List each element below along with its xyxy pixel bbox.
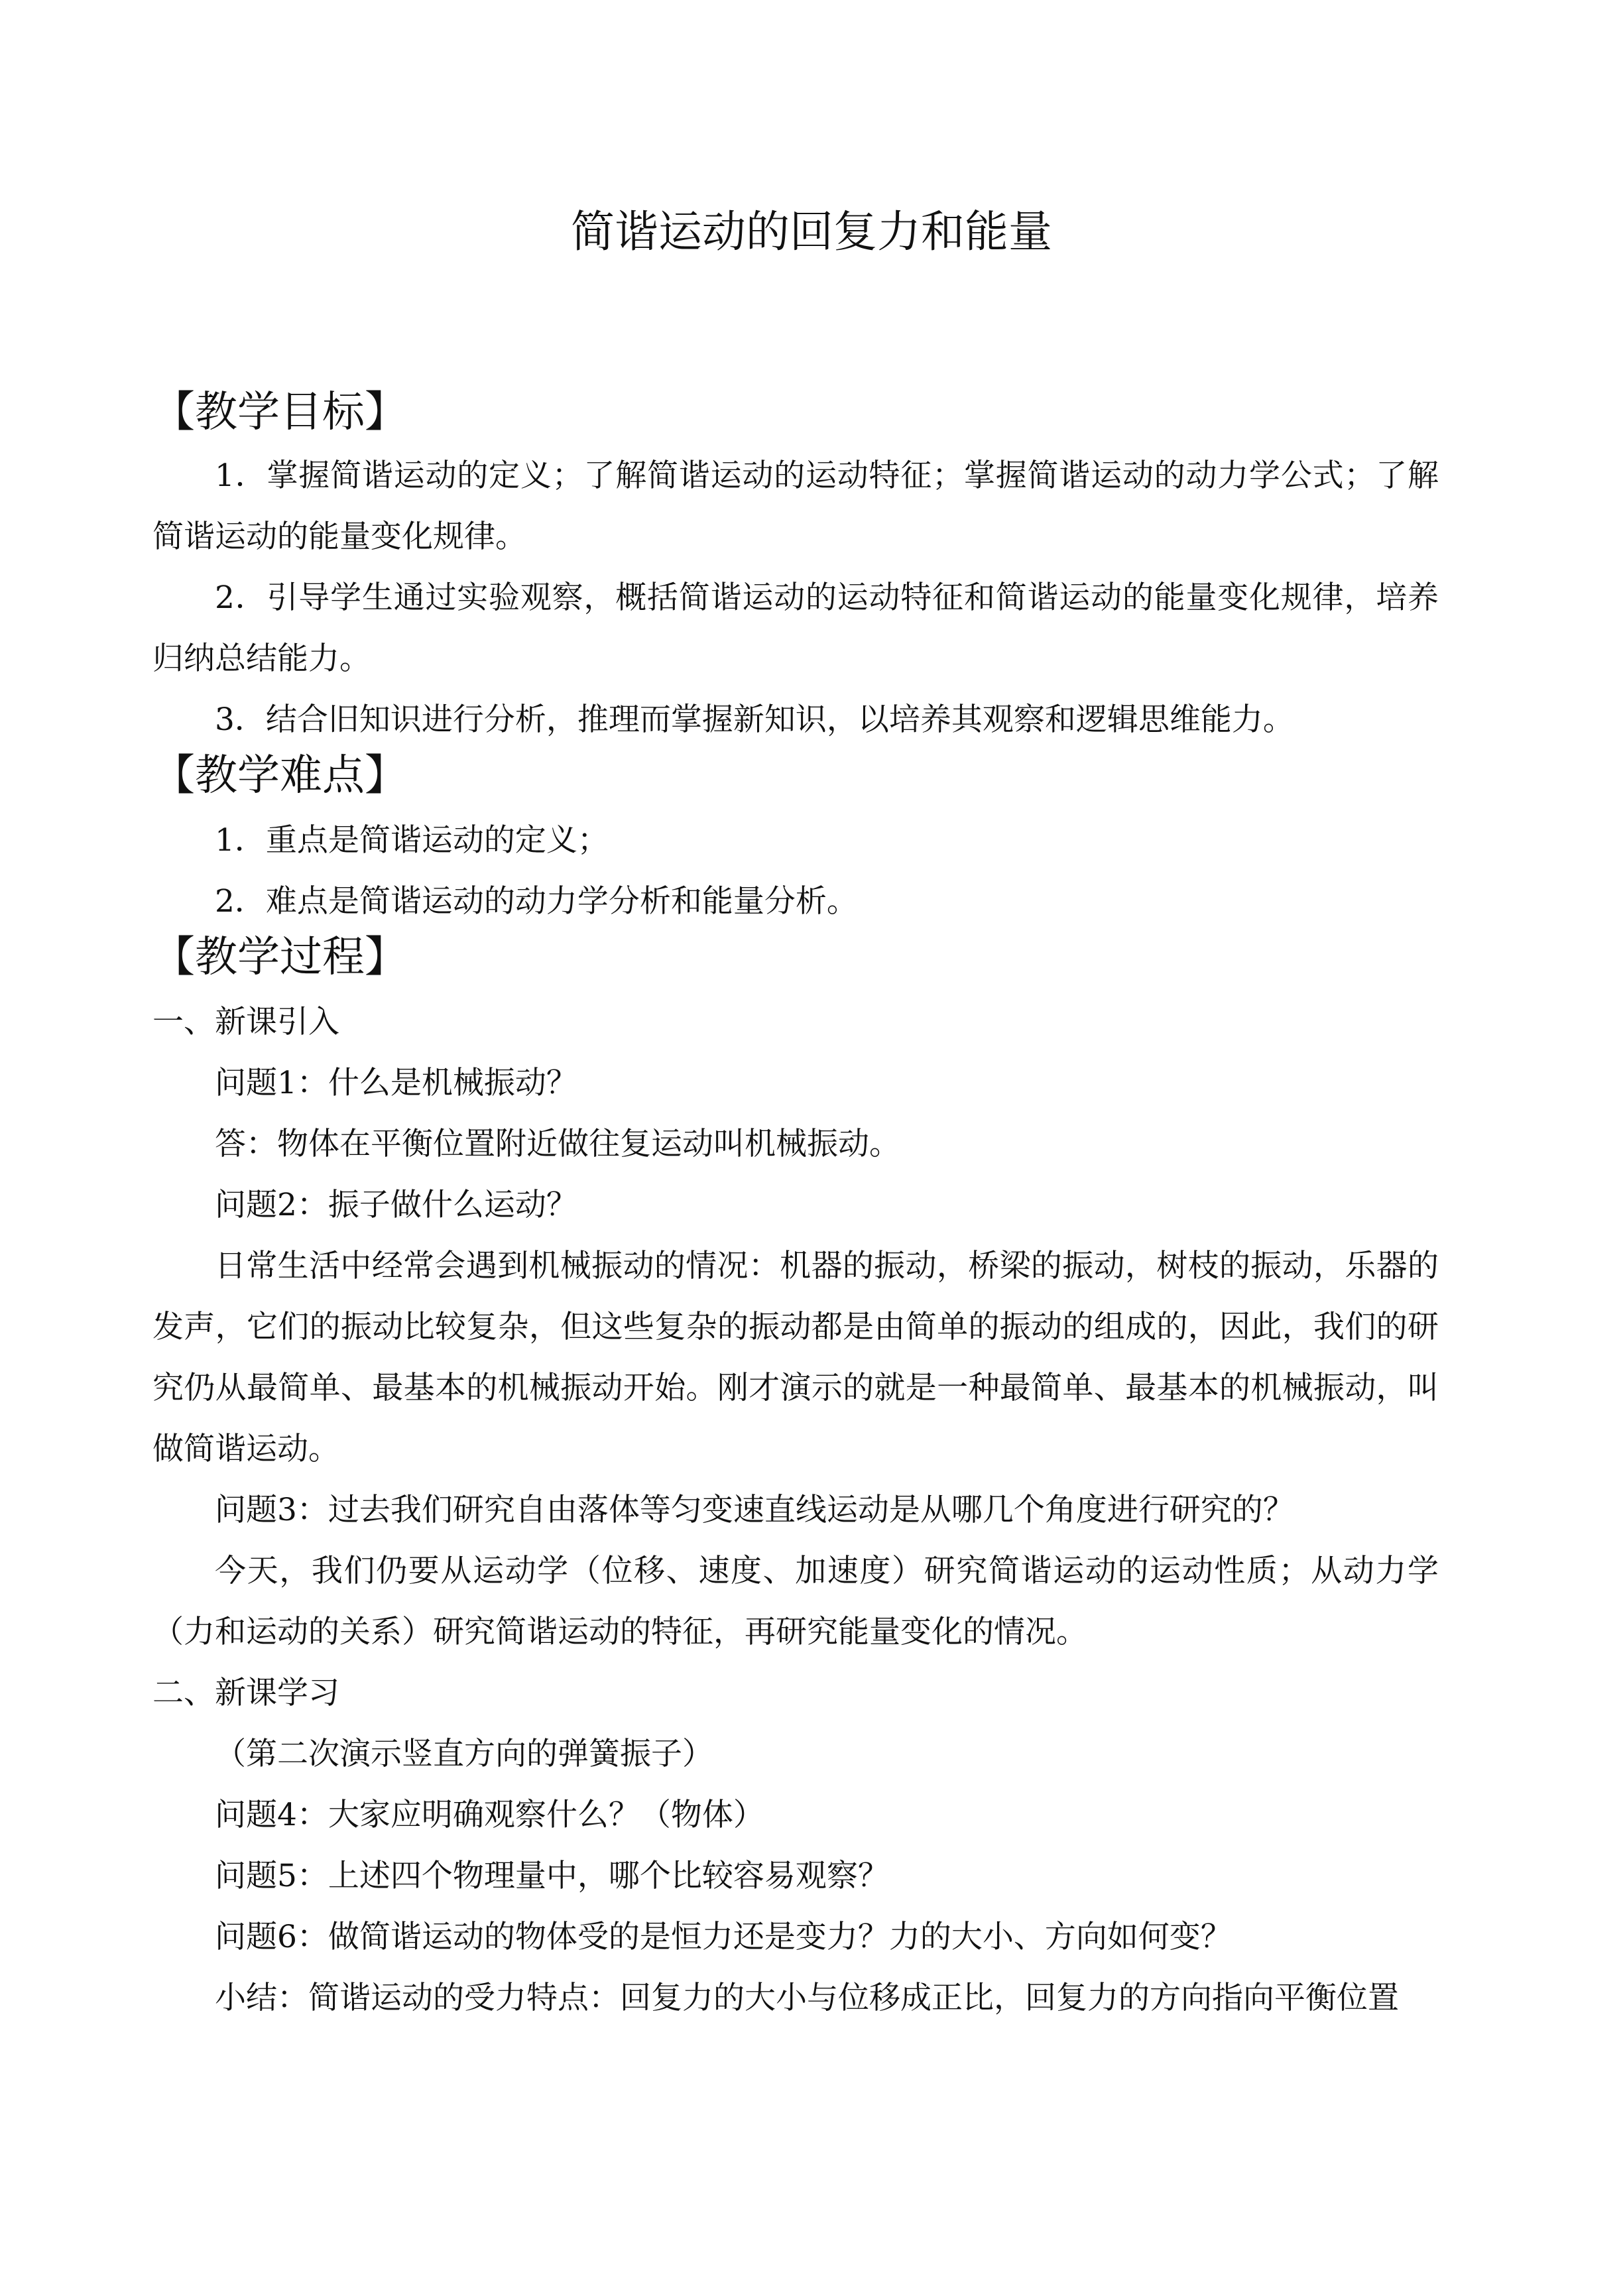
section-heading-goals: 【教学目标】	[152, 388, 407, 437]
part2-heading: 二、新课学习	[152, 1675, 339, 1711]
section-heading-process: 【教学过程】	[152, 933, 407, 982]
part1-heading: 一、新课引入	[152, 1004, 339, 1040]
goal-item-1: 1．掌握简谐运动的定义；了解简谐运动的运动特征；掌握简谐运动的动力学公式；了解简谐运动的能量变化规律。	[152, 457, 1439, 555]
difficulty-item-1: 1．重点是简谐运动的定义；	[215, 822, 609, 859]
goal-item-3: 3．结合旧知识进行分析，推理而掌握新知识，以培养其观察和逻辑思维能力。	[215, 701, 1294, 738]
section-heading-difficulties: 【教学难点】	[152, 751, 407, 800]
question-6: 问题6：做简谐运动的物体受的是恒力还是变力？力的大小、方向如何变？	[215, 1919, 1232, 1955]
page-title: 简谐运动的回复力和能量	[571, 206, 1052, 257]
question-4: 问题4：大家应明确观察什么？（物体）	[215, 1797, 764, 1833]
difficulty-item-2: 2．难点是简谐运动的动力学分析和能量分析。	[215, 883, 858, 920]
question-3: 问题3：过去我们研究自由落体等匀变速直线运动是从哪几个角度进行研究的？	[215, 1492, 1294, 1528]
question-5: 问题5：上述四个物理量中，哪个比较容易观察？	[215, 1858, 889, 1894]
paragraph-intro: 日常生活中经常会遇到机械振动的情况：机器的振动，桥梁的振动，树枝的振动，乐器的发声，它们的振动比较复杂，但这些复杂的振动都是由简单的振动的组成的，因此，我们的研究仍从最简单、最基本的机械振动开始。刚才演示的就是一种最简单、最基本的机械振动，叫做简谐运动。	[152, 1248, 1439, 1467]
question-2: 问题2：振子做什么运动？	[215, 1187, 577, 1223]
question-1: 问题1：什么是机械振动？	[215, 1065, 577, 1101]
answer-1: 答：物体在平衡位置附近做往复运动叫机械振动。	[215, 1126, 900, 1162]
summary: 小结：简谐运动的受力特点：回复力的大小与位移成正比，回复力的方向指向平衡位置	[215, 1980, 1399, 2016]
demo-note: （第二次演示竖直方向的弹簧振子）	[215, 1736, 713, 1772]
paragraph-today: 今天，我们仍要从运动学（位移、速度、加速度）研究简谐运动的运动性质；从动力学（力和运动的关系）研究简谐运动的特征，再研究能量变化的情况。	[152, 1553, 1439, 1650]
goal-item-2: 2．引导学生通过实验观察，概括简谐运动的运动特征和简谐运动的能量变化规律，培养归纳总结能力。	[152, 579, 1439, 677]
